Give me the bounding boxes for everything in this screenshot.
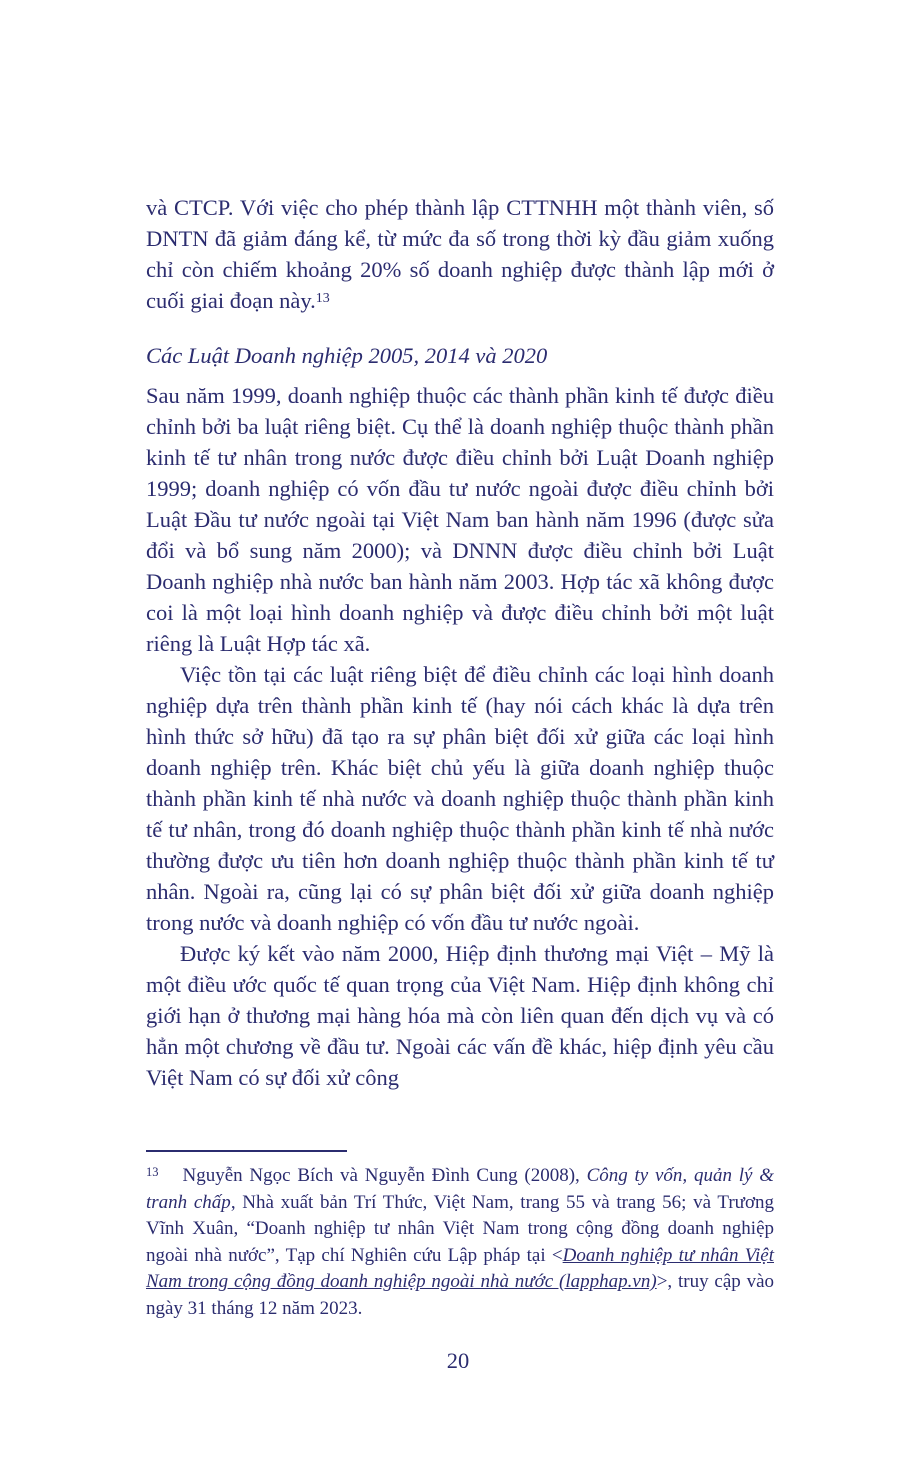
footnote-segment-publisher: , Nhà xuất bản Trí Thức, Việt Nam, trang 55 và trang 56; và Trương Vĩnh Xuân, “Doanh nghiệp tư nhân Việt Nam trong cộng đồng doanh nghiệp ngoài nhà nước”, Tạp chí Nghiên cứu Lập pháp tại < [146,1191,774,1266]
footnote-section [146,1150,774,1322]
body-paragraph-3: Việc tồn tại các luật riêng biệt để điều chỉnh các loại hình doanh nghiệp dựa trên thành phần kinh tế (hay nói cách khác là dựa trên hình thức sở hữu) đã tạo ra sự phân biệt đối xử giữa các loại hình doanh nghiệp trên. Khác biệt chủ yếu là giữa doanh nghiệp thuộc thành phần kinh tế nhà nước và doanh nghiệp thuộc thành phần kinh tế tư nhân, trong đó doanh nghiệp thuộc thành phần kinh tế nhà nước thường được ưu tiên hơn doanh nghiệp thuộc thành phần kinh tế tư nhân. Ngoài ra, cũng lại có sự phân biệt đối xử giữa doanh nghiệp trong nước và doanh nghiệp có vốn đầu tư nước ngoài. [146,662,774,935]
page-number: 20 [446,1348,470,1373]
body-paragraph-4: Được ký kết vào năm 2000, Hiệp định thương mại Việt – Mỹ là một điều ước quốc tế quan trọng của Việt Nam. Hiệp định không chỉ giới hạn ở thương mại hàng hóa mà còn liên quan đến dịch vụ và có hẳn một chương về đầu tư. Ngoài các vấn đề khác, hiệp định yêu cầu Việt Nam có sự đối xử công [146,941,774,1090]
footnote-segment-authors: Nguyễn Ngọc Bích và Nguyễn Đình Cung (2008), [182,1165,587,1186]
section-heading: Các Luật Doanh nghiệp 2005, 2014 và 2020 [146,343,548,368]
footnote-13 [146,1163,774,1322]
body-paragraph-2: Sau năm 1999, doanh nghiệp thuộc các thành phần kinh tế được điều chỉnh bởi ba luật riêng biệt. Cụ thể là doanh nghiệp thuộc thành phần kinh tế tư nhân trong nước được điều chỉnh bởi Luật Doanh nghiệp 1999; doanh nghiệp có vốn đầu tư nước ngoài được điều chỉnh bởi Luật Đầu tư nước ngoài tại Việt Nam ban hành năm 1996 (được sửa đổi và bổ sung năm 2000); và DNNN được điều chỉnh bởi Luật Doanh nghiệp nhà nước ban hành năm 2003. Hợp tác xã không được coi là một loại hình doanh nghiệp và được điều chỉnh bởi một luật riêng là Luật Hợp tác xã. [146,383,774,656]
footnote-link[interactable]: Doanh nghiệp tư nhân Việt Nam trong cộng đồng doanh nghiệp ngoài nhà nước (lapphap.vn) [146,1244,774,1292]
footnote-segment-access-date: >, truy cập vào ngày 31 tháng 12 năm 2023. [146,1271,775,1319]
body-paragraph-1 [146,192,774,316]
footnote-ref-13: 13 [315,291,330,306]
footnote-separator [146,1150,347,1152]
paragraph-1-text: và CTCP. Với việc cho phép thành lập CTTNHH một thành viên, số DNTN đã giảm đáng kể, từ mức đa số trong thời kỳ đầu giảm xuống chỉ còn chiếm khoảng 20% số doanh nghiệp được thành lập mới ở cuối giai đoạn này. [146,195,774,313]
footnote-book-title: Công ty vốn, quản lý & tranh chấp [146,1165,774,1213]
page-body [146,192,774,1093]
footnote-marker: 13 [146,1165,159,1179]
